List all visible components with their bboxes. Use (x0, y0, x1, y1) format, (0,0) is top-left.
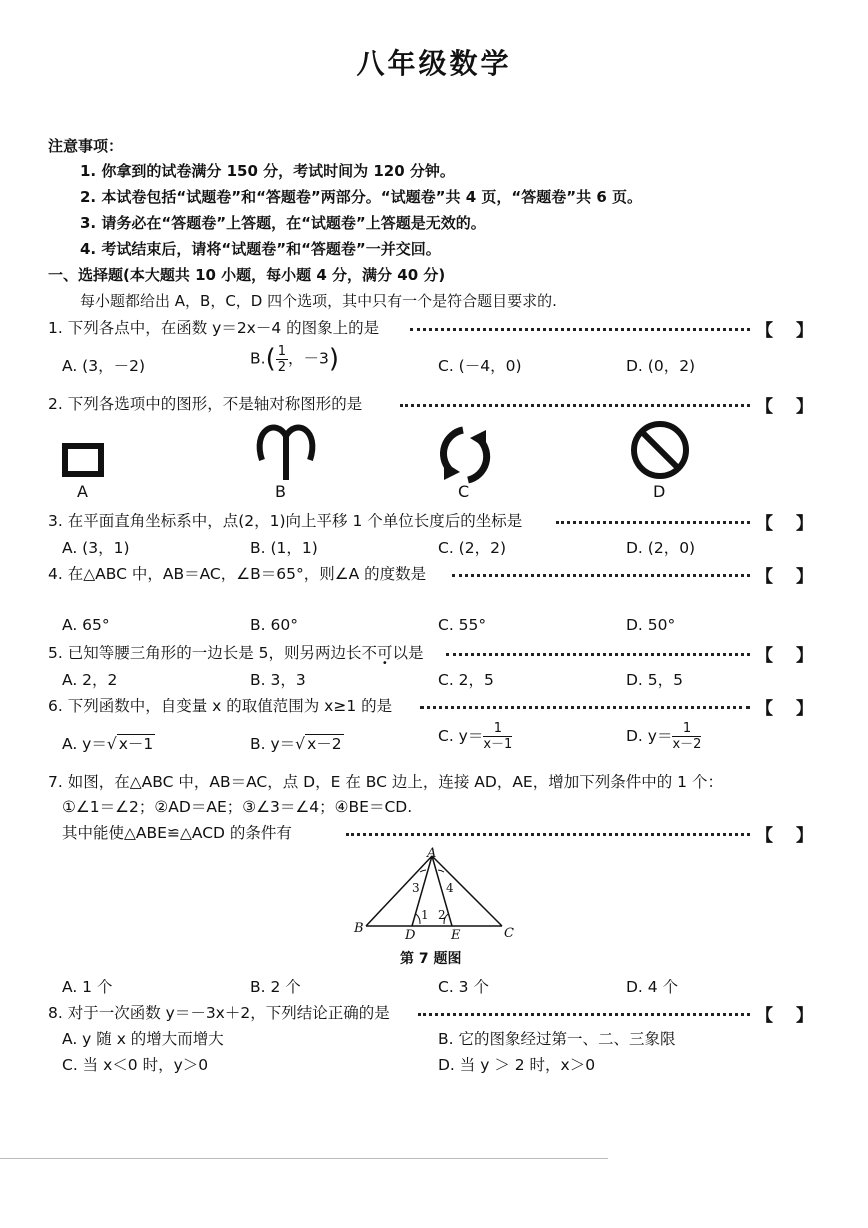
q4-option-d: D. 50° (626, 616, 676, 634)
q8-option-b: B. 它的图象经过第一、二、三象限 (438, 1030, 676, 1048)
q7-triangle-figure (350, 844, 530, 944)
q1-option-d: D. (0，2) (626, 357, 696, 375)
answer-bracket-open: 【 (756, 699, 773, 719)
answer-bracket-close: 】 (796, 397, 813, 417)
answer-bracket-open: 【 (756, 1006, 773, 1026)
q5-emphasis: 不可以 (361, 644, 409, 662)
q2-label-a: A (77, 482, 88, 501)
q8-option-d: D. 当 y ＞ 2 时，x＞0 (438, 1056, 596, 1074)
q7-option-b: B. 2 个 (250, 978, 301, 996)
answer-bracket-close: 】 (796, 646, 813, 666)
fig-angle-4: 4 (446, 881, 454, 895)
section-instruction: 每小题都给出 A，B，C，D 四个选项，其中只有一个是符合题目要求的. (80, 292, 557, 310)
leader-dots (556, 521, 750, 524)
notice-item: 2. 本试卷包括“试题卷”和“答题卷”两部分。“试题卷”共 4 页，“答题卷”共 6 页。 (80, 188, 642, 206)
q6-option-c: C. y＝ $\frac{1}{x-1}$ (438, 721, 513, 752)
leader-dots (420, 706, 750, 709)
answer-bracket-close: 】 (796, 1006, 813, 1026)
q7-stem-line2: ①∠1＝∠2；②AD＝AE；③∠3＝∠4；④BE＝CD. (62, 798, 413, 816)
q7-option-d: D. 4 个 (626, 978, 679, 996)
leader-dots (452, 574, 750, 577)
q8-option-c: C. 当 x＜0 时，y＞0 (62, 1056, 209, 1074)
q7-figure-caption: 第 7 题图 (400, 951, 462, 967)
answer-bracket-close: 】 (796, 699, 813, 719)
leader-dots (346, 833, 750, 836)
q7-option-c: C. 3 个 (438, 978, 489, 996)
q3-option-c: C. (2，2) (438, 539, 506, 557)
section-heading: 一、选择题(本大题共 10 小题，每小题 4 分，满分 40 分) (48, 266, 446, 284)
q2-figures (40, 410, 800, 490)
q4-option-a: A. 65° (62, 616, 110, 634)
notice-item: 4. 考试结束后，请将“试题卷”和“答题卷”一并交回。 (80, 240, 441, 258)
q5-option-a: A. 2，2 (62, 671, 118, 689)
q7-stem-line3: 其中能使△ABE≌△ACD 的条件有 (62, 824, 292, 842)
leader-dots (400, 404, 750, 407)
q5-stem: 5. 已知等腰三角形的一边长是 5，则另两边长不可以是 (48, 644, 424, 662)
q5-option-d: D. 5，5 (626, 671, 684, 689)
fig-angle-1: 1 (421, 908, 429, 922)
leader-dots (446, 653, 750, 656)
answer-bracket-open: 【 (756, 514, 773, 534)
q6-option-b: B. y＝√ x－2 (250, 735, 342, 753)
answer-bracket-open: 【 (756, 646, 773, 666)
fig-label-b: B (354, 921, 364, 936)
answer-bracket-close: 】 (796, 567, 813, 587)
answer-bracket-open: 【 (756, 826, 773, 846)
q3-option-d: D. (2，0) (626, 539, 696, 557)
q5-option-b: B. 3，3 (250, 671, 306, 689)
answer-bracket-open: 【 (756, 567, 773, 587)
q2-label-d: D (653, 482, 666, 501)
q1-stem: 1. 下列各点中，在函数 y＝2x－4 的图象上的是 (48, 319, 380, 337)
q3-stem: 3. 在平面直角坐标系中，点(2，1)向上平移 1 个单位长度后的坐标是 (48, 512, 523, 530)
q4-option-c: C. 55° (438, 616, 487, 634)
answer-bracket-close: 】 (796, 321, 813, 341)
q3-option-b: B. (1，1) (250, 539, 318, 557)
leader-dots (410, 328, 750, 331)
fig-label-a: A (427, 846, 437, 861)
q1-option-c: C. (－4，0) (438, 357, 522, 375)
leader-dots (418, 1013, 750, 1016)
rectangle-figure (65, 446, 101, 474)
recycle-arrows-figure (443, 430, 486, 480)
notice-item: 1. 你拿到的试卷满分 150 分，考试时间为 120 分钟。 (80, 162, 455, 180)
fig-label-d: D (405, 928, 416, 943)
fig-label-c: C (504, 926, 514, 941)
q7-option-a: A. 1 个 (62, 978, 113, 996)
aries-figure (260, 428, 313, 480)
page-title: 八年级数学 (356, 47, 512, 80)
q8-stem: 8. 对于一次函数 y＝－3x＋2，下列结论正确的是 (48, 1004, 390, 1022)
q2-label-c: C (458, 482, 470, 501)
fig-label-e: E (451, 928, 461, 943)
notice-heading: 注意事项： (48, 137, 124, 155)
q6-stem: 6. 下列函数中，自变量 x 的取值范围为 x≥1 的是 (48, 697, 393, 715)
fig-angle-2: 2 (438, 908, 446, 922)
q7-stem-line1: 7. 如图，在△ABC 中，AB＝AC，点 D，E 在 BC 边上，连接 AD，AE，增加下列条件中的 1 个： (48, 773, 723, 791)
q6-option-d: D. y＝ $\frac{1}{x-2}$ (626, 721, 702, 752)
q1-option-b: B.( $\frac{1}{2}$ ，－3) (250, 343, 340, 375)
answer-bracket-open: 【 (756, 321, 773, 341)
q8-option-a: A. y 随 x 的增大而增大 (62, 1030, 224, 1048)
fig-angle-3: 3 (412, 881, 420, 895)
answer-bracket-close: 】 (796, 826, 813, 846)
q4-stem: 4. 在△ABC 中，AB＝AC，∠B＝65°，则∠A 的度数是 (48, 565, 427, 583)
q2-label-b: B (275, 482, 286, 501)
answer-bracket-close: 】 (796, 514, 813, 534)
answer-bracket-open: 【 (756, 397, 773, 417)
q2-stem: 2. 下列各选项中的图形，不是轴对称图形的是 (48, 395, 363, 413)
q5-option-c: C. 2，5 (438, 671, 494, 689)
prohibition-sign-figure (634, 424, 686, 476)
q6-option-a: A. y＝√ x－1 (62, 735, 154, 753)
notice-item: 3. 请务必在“答题卷”上答题，在“试题卷”上答题是无效的。 (80, 214, 486, 232)
q3-option-a: A. (3，1) (62, 539, 130, 557)
footer-divider (0, 1158, 608, 1159)
q4-option-b: B. 60° (250, 616, 298, 634)
q1-option-a: A. (3，－2) (62, 357, 146, 375)
